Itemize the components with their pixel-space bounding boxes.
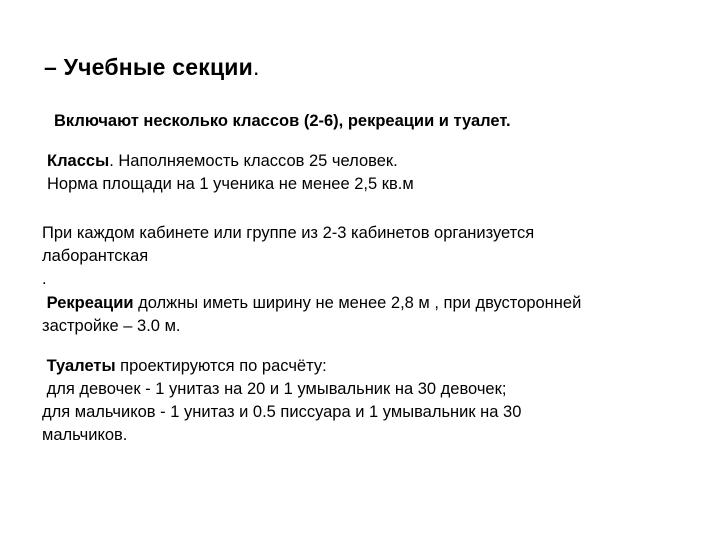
- classes-paragraph: [47, 150, 414, 196]
- lab-line-1: При каждом кабинете или группе из 2-3 кабинетов организуется: [42, 224, 535, 242]
- lab-line-2: лаборантская: [42, 247, 149, 265]
- lab-line-3: .: [42, 270, 47, 288]
- toilets-line-2-text: для девочек - 1 унитаз на 20 и 1 умывальник на 30 девочек;: [46, 380, 507, 398]
- recreation-paragraph: [42, 292, 581, 338]
- toilets-paragraph: [42, 355, 521, 447]
- title-period: .: [252, 54, 260, 80]
- toilets-line-1: [42, 355, 521, 378]
- toilets-line-4: мальчиков.: [42, 426, 128, 444]
- toilets-term: Туалеты: [46, 357, 116, 375]
- recreation-line-1: [42, 292, 581, 315]
- title-text: Учебные секции: [63, 54, 253, 80]
- intro-paragraph: Включают несколько классов (2-6), рекреации и туалет.: [54, 112, 511, 130]
- toilets-line-3: для мальчиков - 1 унитаз и 0.5 писсуара и 1 умывальник на 30: [42, 403, 522, 421]
- classes-term: Классы: [47, 152, 110, 170]
- classes-line-2: Норма площади на 1 ученика не менее 2,5 кв.м: [47, 175, 414, 193]
- toilets-line-1-text: проектируются по расчёту:: [115, 357, 327, 375]
- recreation-line-2: застройке – 3.0 м.: [42, 317, 181, 335]
- recreation-line-1-text: должны иметь ширину не менее 2,8 м , при двусторонней: [133, 294, 582, 312]
- classes-line-1: [47, 150, 414, 173]
- classes-line-1-text: . Наполняемость классов 25 человек.: [109, 152, 398, 170]
- recreation-term: Рекреации: [46, 294, 134, 312]
- title-dash: –: [44, 54, 57, 80]
- slide-title: [44, 54, 260, 81]
- lab-paragraph: [42, 222, 534, 291]
- toilets-line-2: [42, 378, 521, 401]
